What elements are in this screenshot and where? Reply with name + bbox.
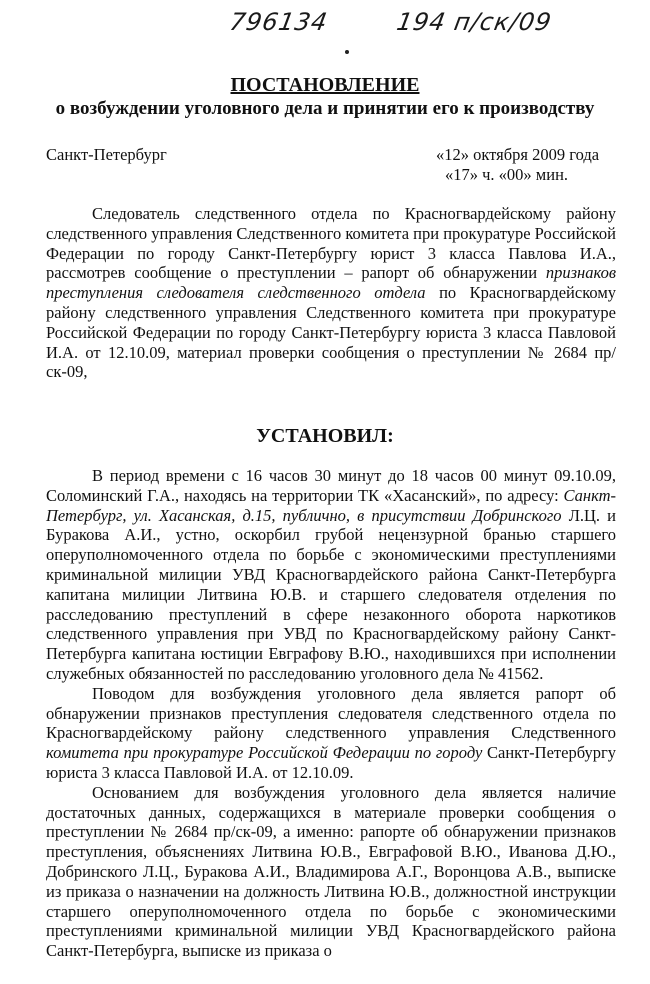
- date-line: «12» октября 2009 года: [436, 145, 600, 164]
- basis-paragraph: Основанием для возбуждения уголовного дела является наличие достаточных данных, содержащихся в материале проверки сообщения о преступлении № 2684 пр/ск-09, а именно: рапорте об обнаружении признаков преступления, объяснениях Литвина Ю.В., Евграфовой В.Ю., Иванова Д.Ю., Добринского Л.Ц., Буракова А.И., Владимирова А.Г., Воронцова А.В., выписке из приказа о назначении на должность Литвина Ю.В., должностной инструкции старшего оперуполномоченного отдела по борьбе с экономическими преступлениями криминальной милиции УВД Красногвардейского района Санкт-Петербурга, выписке из приказа о: [46, 782, 616, 961]
- time-line: «17» ч. «00» мин.: [445, 165, 569, 184]
- established-paragraph: [46, 466, 616, 684]
- reason-text-1: Поводом для возбуждения уголовного дела является рапорт об обнаружении признаков преступления следователя следственного отдела по Красногвардейскому району следственного управления Следственного: [46, 683, 616, 743]
- intro-paragraph: [46, 204, 616, 382]
- reason-italic: комитета при прокуратуре Российской Федерации по городу: [46, 743, 483, 763]
- section-heading: УСТАНОВИЛ:: [256, 425, 394, 447]
- ink-dot: [345, 50, 349, 54]
- established-text-2: Л.Ц. и Буракова А.И., устно, оскорбил грубой нецензурной бранью старшего оперуполномоченного отдела по борьбе с экономическими преступлениями криминальной милиции УВД Красногвардейского района Санкт-Петербурга капитана милиции Литвина Ю.В. и старшего следователя отделения по расследованию преступлений в сфере незаконного оборота наркотиков следственного управления при УВД по Красногвардейскому району Санкт-Петербурга капитана юстиции Евграфову В.Ю., находившихся при исполнении служебных обязанностей по расследованию уголовного дела № 41562.: [46, 505, 617, 683]
- intro-text-1: Следователь следственного отдела по Красногвардейскому району следственного управления Следственного комитета при прокуратуре Российской Федерации по городу Санкт-Петербургу юрист 3 класса Павлова И.А., рассмотрев сообщение о преступлении – рапорт об обнаружении: [46, 204, 616, 283]
- main-text: [46, 466, 616, 961]
- document-subtitle: о возбуждении уголовного дела и принятии его к производству: [55, 98, 595, 119]
- intro-italic: признаков преступления следователя следственного отдела: [46, 263, 616, 303]
- date-block: [436, 145, 599, 185]
- established-text-1: В период времени с 16 часов 30 минут до 18 часов 00 минут 09.10.09, Соломинский Г.А., находясь на территории ТК «Хасанский», по адресу:: [46, 466, 616, 505]
- reason-paragraph: [46, 684, 616, 783]
- document-title: ПОСТАНОВЛЕНИЕ: [230, 74, 420, 96]
- handwritten-number-left: 796134: [227, 8, 331, 36]
- established-italic: Санкт-Петербург, ул. Хасанская, д.15, публично, в присутствии Добринского: [46, 485, 616, 525]
- reason-text-2: Санкт-Петербургу юриста 3 класса Павловой И.А. от 12.10.09.: [46, 743, 616, 782]
- place-label: Санкт-Петербург: [46, 145, 167, 164]
- handwritten-number-right: 194 п/ск/09: [394, 8, 554, 36]
- intro-text-2: по Красногвардейскому району следственного управления Следственного комитета при прокуратуре Российской Федерации по городу Санкт-Петербургу юриста 3 класса Павловой И.А. от 12.10.09, материал проверки сообщения о преступлении № 2684 пр/ск-09,: [46, 283, 617, 382]
